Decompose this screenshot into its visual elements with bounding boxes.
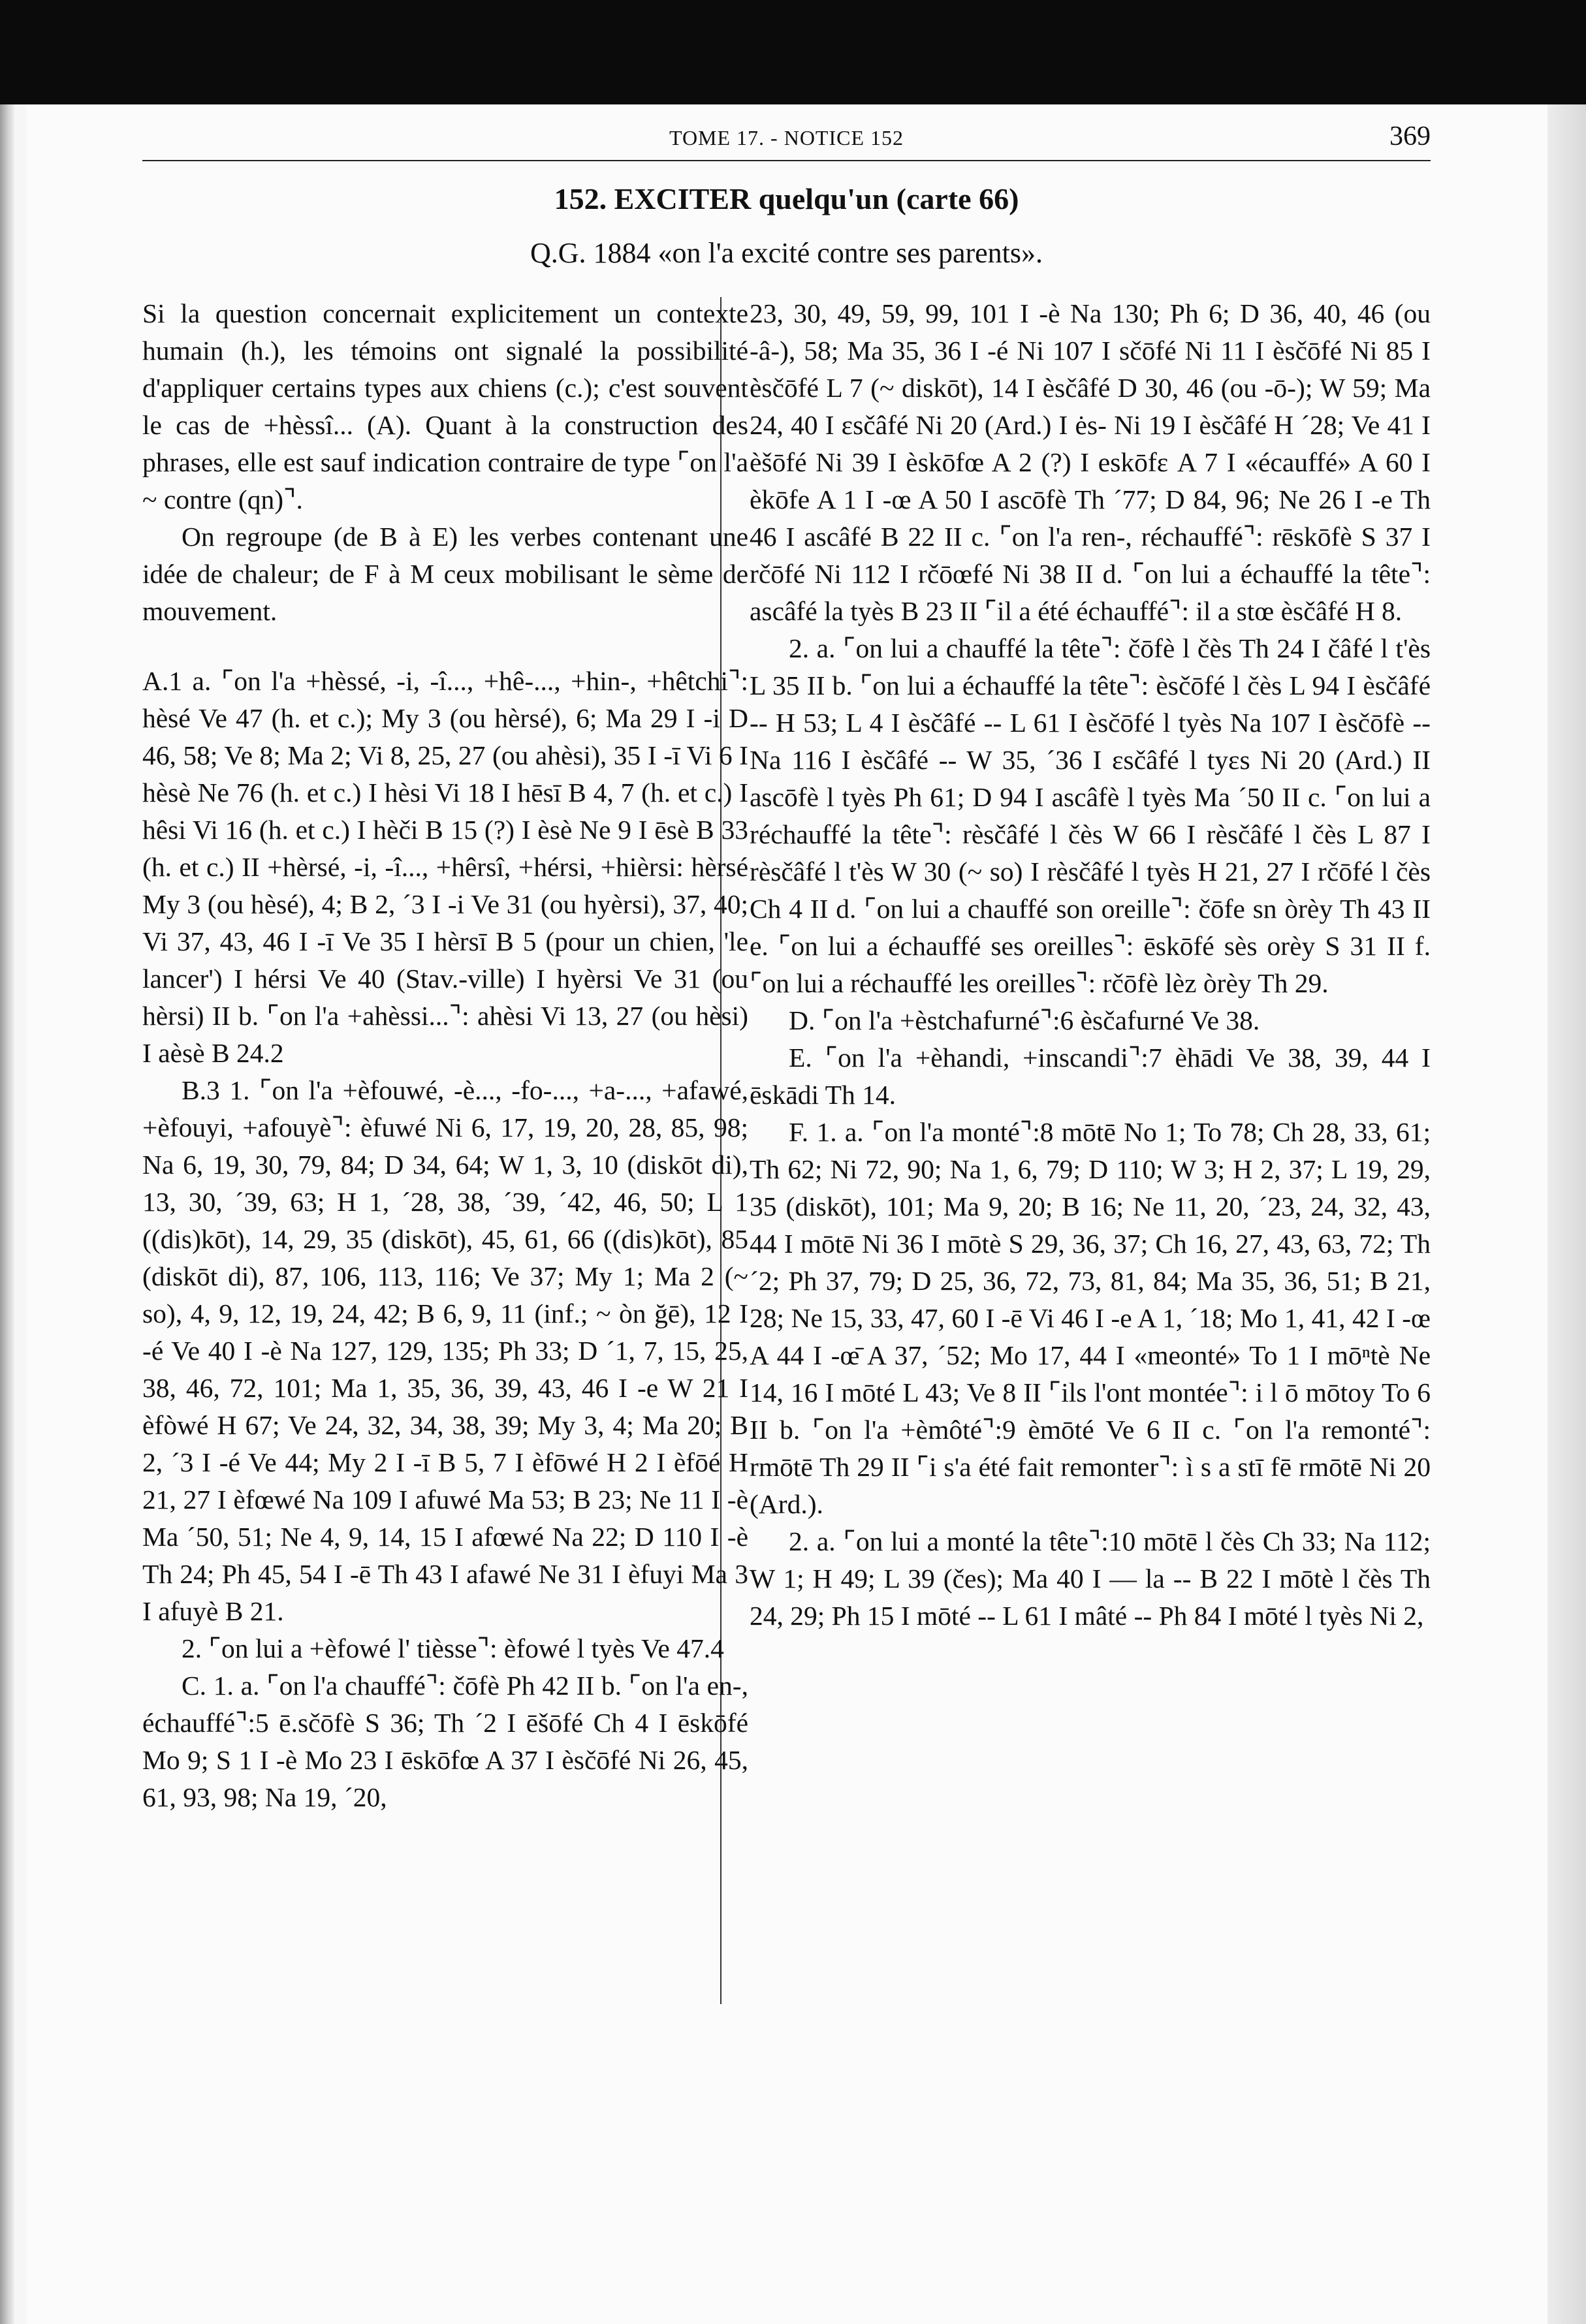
running-head <box>142 121 1431 161</box>
left-column <box>142 295 748 2005</box>
section-e-paragraph: E. ⌜on l'a +èhandi, +inscandi⌝:7 èhādi Ve 38, 39, 44 I ēskādi Th 14. <box>750 1043 1431 1110</box>
right-column <box>750 295 1431 2005</box>
section-c1-paragraph: C. 1. a. ⌜on l'a chauffé⌝: čōfè Ph 42 II b. ⌜on l'a en-, échauffé⌝:5 ē.sčōfè S 36; Th ´2 I ēšōfé Ch 4 I ēskōfé Mo 9; S 1 I -è Mo 23 I ēskōfœ A 37 I èsčōfé Ni 26, 45, 61, 93, 98; Na 19, ´20, <box>142 1671 748 1812</box>
section-c2-paragraph: 2. a. ⌜on lui a chauffé la tête⌝: čōfè l čès Th 24 I čâfé l t'ès L 35 II b. ⌜on lui a échauffé la tête⌝: èsčōfé l čès L 94 I èsčâfé -- H 53; L 4 I èsčâfé -- L 61 I èsčōfé l tyès Na 107 I èsčōfè -- Na 116 I èsčâfé -- W 35, ´36 I εsčâfé l tyεs Ni 20 (Ard.) II ascōfè l tyès Ph 61; D 94 I ascâfè l tyès Ma ´50 II c. ⌜on lui a réchauffé la tête⌝: rèsčâfé l čès W 66 I rèsčâfé l čès L 87 I rèsčâfé l t'ès W 30 (~ so) I rèsčâfé l tyès H 21, 27 I rčōfé l čès Ch 4 II d. ⌜on lui a chauffé son oreille⌝: čōfe sn òrèy Th 43 II e. ⌜on lui a échauffé ses oreilles⌝: ēskōfé sès orèy S 31 II f. ⌜on lui a réchauffé les oreilles⌝: rčōfè lèz òrèy Th 29. <box>750 633 1431 998</box>
grouping-paragraph: On regroupe (de B à E) les verbes contenant une idée de chaleur; de F à M ceux mobilisant le sème de mouvement. <box>142 522 748 626</box>
section-f2-paragraph: 2. a. ⌜on lui a monté la tête⌝:10 mōtē l čès Ch 33; Na 112; W 1; H 49; L 39 (čes); Ma 40 I — la -- B 22 I mōtè l čès Th 24, 29; Ph 15 I mōté -- L 61 I mâté -- Ph 84 I mōté l tyès Ni 2, <box>750 1526 1431 1631</box>
section-b2-paragraph: 2. ⌜on lui a +èfowé l' tièsse⌝: èfowé l tyès Ve 47.4 <box>182 1633 724 1663</box>
section-d-paragraph: D. ⌜on l'a +èstchafurné⌝:6 èsčafurné Ve 38. <box>789 1005 1260 1035</box>
scan-top-band <box>0 0 1586 104</box>
running-head-title: TOME 17. - NOTICE 152 <box>669 126 904 149</box>
section-b1-paragraph: B.3 1. ⌜on l'a +èfouwé, -è..., -fo-..., +a-..., +afawé, +èfouyi, +afouyè⌝: èfuwé Ni 6, 17, 19, 20, 28, 85, 98; Na 6, 19, 30, 79, 84; D 34, 64; W 1, 3, 10 (diskōt di), 13, 30, ´39, 63; H 1, ´28, 38, ´39, ´42, 46, 50; L 1 ((dis)kōt), 14, 29, 35 (diskōt), 45, 61, 66 ((dis)kōt), 85 (diskōt di), 87, 106, 113, 116; Ve 37; My 1; Ma 2 (~ so), 4, 9, 12, 19, 24, 42; B 6, 9, 11 (inf.; ~ òn ğē), 12 I -é Ve 40 I -è Na 127, 129, 135; Ph 33; D ´1, 7, 15, 25, 38, 46, 72, 101; Ma 1, 35, 36, 39, 43, 46 I -e W 21 I èfòwé H 67; Ve 24, 32, 34, 38, 39; My 3, 4; Ma 20; B 2, ´3 I -é Ve 44; My 2 I -ī B 5, 7 I èfōwé H 2 I èfōé H 21, 27 I èfœwé Na 109 I afuwé Ma 53; B 23; Ne 11 I -è Ma ´50, 51; Ne 4, 9, 14, 15 I afœwé Na 22; D 110 I -è Th 24; Ph 45, 54 I -ē Th 43 I afawé Ne 31 I èfuyi Ma 3 I afuyè B 21. <box>142 1075 748 1626</box>
section-c1-continued: 23, 30, 49, 59, 99, 101 I -è Na 130; Ph 6; D 36, 40, 46 (ou -â-), 58; Ma 35, 36 I -é Ni 107 I sčōfé Ni 11 I èsčōfé Ni 85 I èsčōfé L 7 (~ diskōt), 14 I èsčâfé D 30, 46 (ou -ō-); W 59; Ma 24, 40 I εsčâfé Ni 20 (Ard.) I ės- Ni 19 I èsčâfé H ´28; Ve 41 I èšōfé Ni 39 I èskōfœ A 2 (?) I eskōfε A 7 I «écauffé» A 60 I èkōfe A 1 I -œ A 50 I ascōfè Th ´77; D 84, 96; Ne 26 I -e Th 46 I ascâfé B 22 II c. ⌜on l'a ren-, réchauffé⌝: rēskōfè S 37 I rčōfé Ni 112 I rčōœfé Ni 38 II d. ⌜on lui a échauffé la tête⌝: ascâfé la tyès B 23 II ⌜il a été échauffé⌝: il a stœ èsčâfé H 8. <box>750 298 1431 626</box>
section-a-paragraph: A.1 a. ⌜on l'a +hèssé, -i, -î..., +hê-..., +hin-, +hêtchi⌝: hèsé Ve 47 (h. et c.); My 3 (ou hèrsé), 6; Ma 29 I -i D 46, 58; Ve 8; Ma 2; Vi 8, 25, 27 (ou ahèsi), 35 I -ī Vi 6 I hèsè Ne 76 (h. et c.) I hèsi Vi 18 I hēsī B 4, 7 (h. et c.) I hêsi Vi 16 (h. et c.) I hèči B 15 (?) I èsè Ne 9 I ēsè B 33 (h. et c.) II +hèrsé, -i, -î..., +hêrsî, +hérsi, +hièrsi: hèrsé My 3 (ou hèsé), 4; B 2, ´3 I -i Ve 31 (ou hyèrsi), 37, 40; Vi 37, 43, 46 I -ī Ve 35 I hèrsī B 5 (pour un chien, 'le lancer') I hérsi Ve 40 (Stav.-ville) I hyèrsi Ve 31 (ou hèrsi) II b. ⌜on l'a +ahèssi...⌝: ahèsi Vi 13, 27 (ou hèsi) I aèsè B 24.2 <box>142 666 748 1068</box>
intro-paragraph: Si la question concernait explicitement un contexte humain (h.), les témoins ont signalé la possibilité d'appliquer certains types aux chiens (c.); c'est souvent le cas de +hèssî... (A). Quant à la construction des phrases, elle est sauf indication contraire de type ⌜on l'a ~ contre (qn)⌝. <box>142 298 748 514</box>
notice-title: 152. EXCITER quelqu'un (carte 66) <box>554 182 1019 215</box>
qg-reference-line: Q.G. 1884 «on l'a excité contre ses parents». <box>530 237 1043 269</box>
section-f1-paragraph: F. 1. a. ⌜on l'a monté⌝:8 mōtē No 1; To 78; Ch 28, 33, 61; Th 62; Ni 72, 90; Na 1, 6, 79; D 110; W 3; H 2, 37; L 19, 29, 35 (diskōt), 101; Ma 9, 20; B 16; Ne 11, 20, ´23, 24, 32, 43, 44 I mōtē Ni 36 I mōtè S 29, 36, 37; Ch 16, 27, 43, 63, 72; Th ´2; Ph 37, 79; D 25, 36, 72, 73, 81, 84; Ma 35, 36, 51; B 21, 28; Ne 15, 33, 47, 60 I -ē Vi 46 I -e A 1, ´18; Mo 1, 41, 42 I -œ A 44 I -œ̄ A 37, ´52; Mo 17, 44 I «meonté» To 1 I mōⁿtè Ne 14, 16 I mōté L 43; Ve 8 II ⌜ils l'ont montée⌝: i l ō mōtoy To 6 II b. ⌜on l'a +èmôté⌝:9 èmōté Ve 6 II c. ⌜on l'a remonté⌝: rmōtē Th 29 II ⌜i s'a été fait remonter⌝: ì s a stī fē rmōtē Ni 20 (Ard.). <box>750 1117 1431 1519</box>
page-number: 369 <box>1389 121 1431 151</box>
section-gap <box>142 630 748 663</box>
scan-left-edge <box>0 104 14 2324</box>
